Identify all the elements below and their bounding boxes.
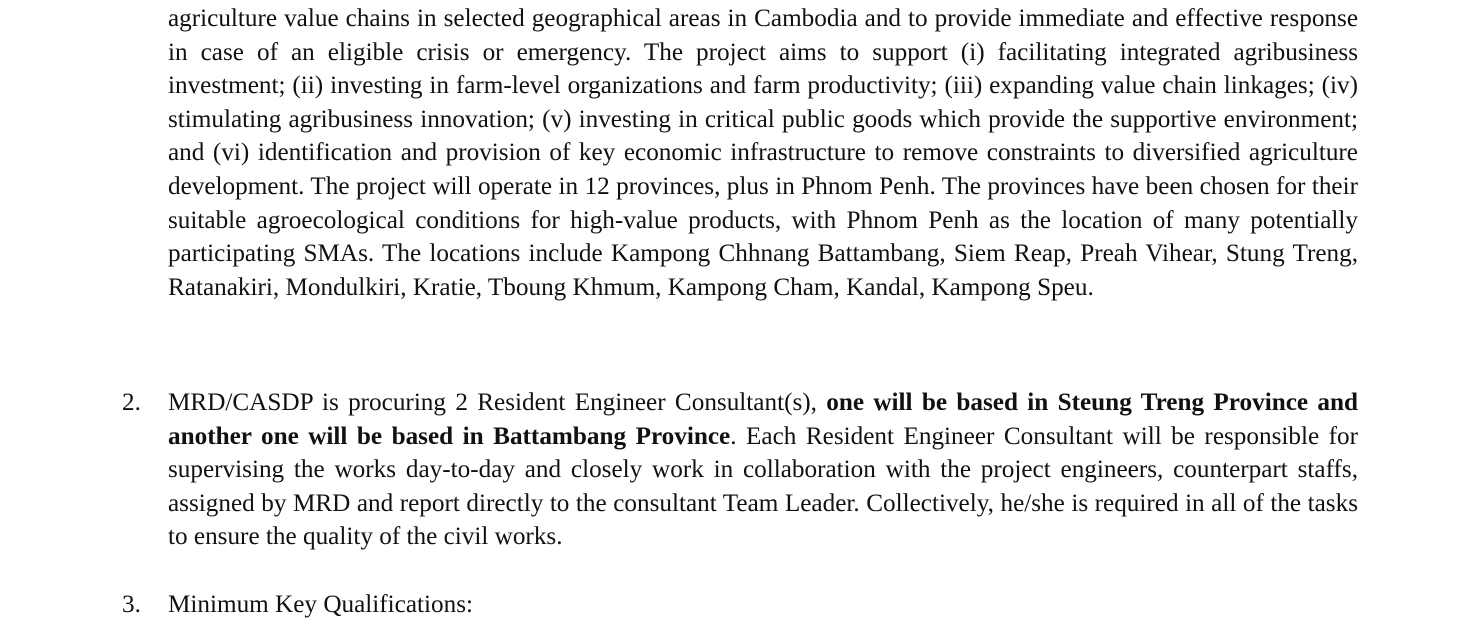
paragraph-2-text-start: MRD/CASDP is procuring 2 Resident Engineer Consultant(s), [168,389,827,416]
paragraph-2-bold-locations: one will be based in Steung Treng Province and another one will be based in Battambang Province [168,389,1358,450]
paragraph-project-description: agriculture value chains in selected geographical areas in Cambodia and to provide immediate and effective response in case of an eligible crisis or emergency. The project aims to support (i) facilitating integrated agribusiness investment; (ii) investing in farm-level organizations and farm productivity; (iii) expanding value chain linkages; (iv) stimulating agribusiness innovation; (v) investing in critical public goods which provide the supportive environment; and (vi) identification and provision of key economic infrastructure to remove constraints to diversified agriculture development. The project will operate in 12 provinces, plus in Phnom Penh. The provinces have been chosen for their suitable agroecological conditions for high-value products, with Phnom Penh as the location of many potentially participating SMAs. The locations include Kampong Chhnang Battambang, Siem Reap, Preah Vihear, Stung Treng, Ratanakiri, Mondulkiri, Kratie, Tboung Khmum, Kampong Cham, Kandal, Kampong Speu. [168,5,1358,301]
paragraph-3-number: 3. [122,591,141,618]
paragraph-resident-engineer [168,386,1358,554]
paragraph-2-text-end: . Each Resident Engineer Consultant will be responsible for supervising the works day-to-day and closely work in collaboration with the project engineers, counterpart staffs, assigned by MRD and report directly to the consultant Team Leader. Collectively, he/she is required in all of the tasks to ensure the quality of the civil works. [168,422,1359,551]
paragraph-2-number: 2. [122,389,141,416]
section-heading-minimum-key-qualifications: Minimum Key Qualifications: [168,591,474,618]
